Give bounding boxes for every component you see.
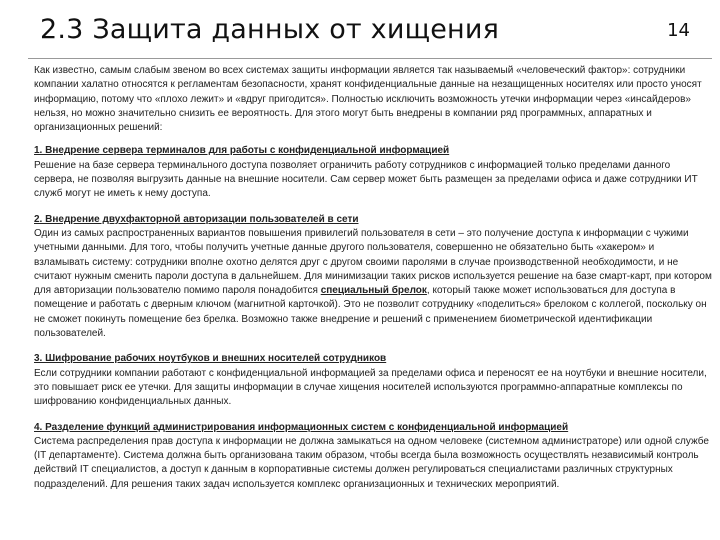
section-body: Система распределения прав доступа к информации не должна замыкаться на одном человеке (системном администраторе) или одной службе (IT департаменте). Система должна быть организована таким образом, чтобы всегда была возможность осуществлять независимый контроль действий IT специалистов, а доступ к данным в корпоративные системы должен регулироваться специалистами различных структурных подразделений. Для решения таких задач используется комплекс организационных и технических мероприятий. [34,435,709,490]
section-two-factor-auth [34,213,712,342]
section-body: Решение на базе сервера терминального доступа позволяет ограничить работу сотрудников с информацией только пределами данного сервера, не позволяя выгрузить данные на внешние носители. Сам сервер может быть размещен за пределами офиса и даже сотрудники ИТ служб могут не иметь к нему доступа. [34,159,698,200]
slide-content [34,64,712,503]
intro-paragraph: Как известно, самым слабым звеном во всех системах защиты информации является так называемый «человеческий фактор»: сотрудники компании халатно относятся к регламентам безопасности, хранят конфиденциальные данные на незащищенных носителях или просто уносят информацию, потому что «плохо лежит» и «вдруг пригодится». Полностью исключить возможность утечки информации через «инсайдеров» нельзя, но можно значительно снизить ее вероятность. Для этого могут быть внедрены в компании ряд программных, аппаратных и организационных решений: [34,65,702,134]
body-text: Один из самых распространенных вариантов повышения привилегий пользователя в сети – это получение доступа к информации с чужими учетными данными. Для того, чтобы получить учетные данные другого пользователя, совершенно не обязательно быть «хакером» и взламывать систему: сотрудники вполне охотно делятся друг с другом своими паролями в случае производственной необходимости, и не считают нужным сменить пароли доступа в дальнейшем. Для минимизации таких рисков используется решение на базе смарт-карт, при котором для авторизации пользователю помимо пароля понадобится [34,227,712,297]
section-heading: 2. Внедрение двухфакторной авторизации пользователей в сети [34,213,359,225]
section-encryption [34,352,712,409]
section-body [34,227,712,341]
section-terminal-server [34,144,712,201]
title-divider [28,58,712,59]
section-heading: 4. Разделение функций администрирования информационных систем с конфиденциальной информацией [34,421,569,433]
section-admin-separation [34,421,712,492]
slide-title: 2.3 Защита данных от хищения [40,14,500,45]
section-body: Если сотрудники компании работают с конфиденциальной информацией за пределами офиса и переносят ее на ноутбуки и внешние носители, это повышает риск ее утечки. Для защиты информации в случае хищения носителей используются программно-аппаратные комплексы по шифрованию конфиденциальных данных. [34,367,707,408]
body-text: , который также может использоваться для доступа в помещение и работать с дверным ключом (магнитной карточкой). Это не позволит сотруднику «поделиться» брелоком с коллегой, поскольку он не сможет покинуть помещение без брелка. Возможно также внедрение и решений с применением биометрической идентификации пользователей. [34,285,707,340]
section-heading: 1. Внедрение сервера терминалов для работы с конфиденциальной информацией [34,145,450,157]
section-heading: 3. Шифрование рабочих ноутбуков и внешних носителей сотрудников [34,353,387,365]
page-number: 14 [667,20,690,41]
highlight-term: специальный брелок [320,285,427,297]
